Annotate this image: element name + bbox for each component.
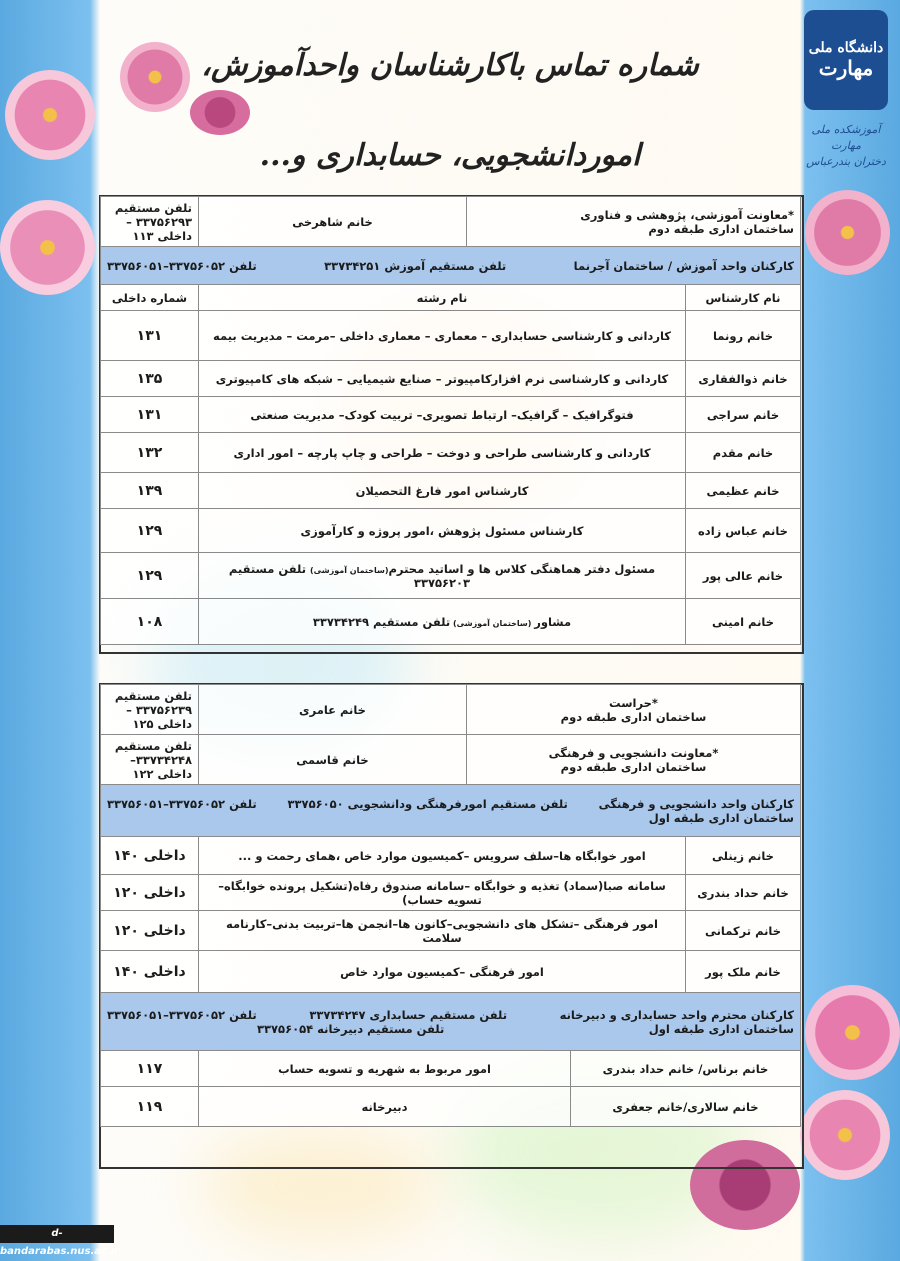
extension-number: ۱۳۲ — [101, 433, 199, 473]
student-staff-label: کارکنان واحد دانشجویی و فرهنگی — [598, 796, 794, 811]
expert-name: خانم سراجی — [686, 397, 801, 433]
field-note: (ساختمان آموزشی) — [310, 565, 389, 575]
accounting-phones: تلفن ۳۳۷۵۶۰۵۲–۳۳۷۵۶۰۵۱ — [107, 1007, 257, 1022]
duty-description: امور فرهنگی –کمیسیون موارد خاص — [199, 951, 686, 993]
security-unit-name: *حراست — [609, 695, 658, 710]
duty-description: امور فرهنگی –تشکل های دانشجویی–کانون ها–انجمن ها–تربیت بدنی–کارنامه سلامت — [199, 911, 686, 951]
extension-number: ۱۳۵ — [101, 361, 199, 397]
flower-decoration — [805, 190, 890, 275]
field-text: مشاور — [534, 614, 572, 629]
accounting-staff-label: کارکنان محترم واحد حسابداری و دبیرخانه — [559, 1007, 794, 1022]
page-title-line1: شماره تماس باکارشناسان واحدآموزش، — [201, 48, 699, 83]
duty-description: امور خوابگاه ها–سلف سرویس –کمیسیون موارد خاص ،همای رحمت و ... — [199, 837, 686, 875]
extension-number: داخلی ۱۲۰ — [101, 911, 199, 951]
accounting-location: ساختمان اداری طبقه اول — [648, 1021, 794, 1036]
field-tail: تلفن مستقیم ۳۳۷۵۶۲۰۳ — [228, 561, 471, 590]
student-staff-location: ساختمان اداری طبقه اول — [648, 810, 794, 825]
student-deputy-person: خانم قاسمی — [199, 735, 467, 785]
table-row — [101, 599, 801, 645]
field-text: مسئول دفتر هماهنگی کلاس ها و اساتید محترم — [388, 561, 656, 576]
table-row — [101, 509, 801, 553]
flower-decoration — [0, 200, 95, 295]
university-logo — [804, 10, 888, 110]
flower-decoration — [5, 70, 95, 160]
field-names: کاردانی و کارشناسی طراحی و دوخت – طراحی و چاپ پارچه – امور اداری — [199, 433, 686, 473]
expert-name: خانم مقدم — [686, 433, 801, 473]
extension-number: داخلی ۱۴۰ — [101, 951, 199, 993]
table-row — [101, 553, 801, 599]
student-staff-header — [101, 785, 801, 837]
deputy-unit-name: *معاونت آموزشی، پژوهشی و فناوری — [580, 207, 794, 222]
table-row — [101, 1087, 801, 1127]
field-names: کاردانی و کارشناسی حسابداری – معماری – معماری داخلی –مرمت – مدیریت بیمه — [199, 311, 686, 361]
deputy-phone: تلفن مستقیم ۳۳۷۵۶۲۹۳ –داخلی ۱۱۳ — [101, 197, 199, 247]
extension-number: ۱۲۹ — [101, 509, 199, 553]
accounting-staff-header — [101, 993, 801, 1051]
student-deputy-phone: تلفن مستقیم ۳۳۷۳۴۲۴۸–داخلی ۱۲۲ — [101, 735, 199, 785]
flower-decoration — [690, 1140, 800, 1230]
security-person: خانم عامری — [199, 685, 467, 735]
table-row — [101, 951, 801, 993]
flower-decoration — [120, 42, 190, 112]
deputy-person: خانم شاهرخی — [199, 197, 467, 247]
table-row — [101, 397, 801, 433]
student-deputy-unit-location: ساختمان اداری طبقه دوم — [560, 759, 707, 774]
page-title-line2: اموردانشجویی، حسابداری و... — [259, 138, 641, 173]
logo-text-bottom: مهارت — [818, 56, 874, 80]
education-staff-header — [101, 247, 801, 285]
expert-name: خانم ذوالفقاری — [686, 361, 801, 397]
field-names: کارشناس امور فارغ التحصیلان — [199, 473, 686, 509]
deputy-unit-location: ساختمان اداری طبقه دوم — [648, 221, 794, 236]
table-row — [101, 361, 801, 397]
expert-name: خانم رونما — [686, 311, 801, 361]
field-names: فتوگرافیک – گرافیک– ارتباط تصویری– تربیت کودک– مدیریت صنعتی — [199, 397, 686, 433]
table-row — [101, 1051, 801, 1087]
field-note: (ساختمان آموزشی) — [450, 618, 535, 628]
table-row — [101, 837, 801, 875]
security-unit-location: ساختمان اداری طبقه دوم — [560, 709, 707, 724]
col-header-expert: نام کارشناس — [686, 285, 801, 311]
security-unit-cell — [467, 685, 801, 735]
table-row — [101, 311, 801, 361]
deputy-unit-cell — [467, 197, 801, 247]
website-url[interactable]: d-bandarabas.nus.ac.ir — [0, 1225, 114, 1243]
expert-name: خانم عظیمی — [686, 473, 801, 509]
field-tail: تلفن مستقیم ۳۳۷۳۴۲۴۹ — [312, 614, 451, 629]
security-row — [101, 685, 801, 735]
table-row — [101, 911, 801, 951]
deputy-row — [101, 197, 801, 247]
student-phones: تلفن ۳۳۷۵۶۰۵۲–۳۳۷۵۶۰۵۱ — [107, 796, 257, 811]
extension-number: ۱۱۷ — [101, 1051, 199, 1087]
extension-number: داخلی ۱۲۰ — [101, 875, 199, 911]
student-direct-phone: تلفن مستقیم امورفرهنگی ودانشجویی ۳۳۷۵۶۰۵۰ — [287, 796, 568, 811]
table-row — [101, 473, 801, 509]
flower-decoration — [800, 1090, 890, 1180]
college-name-line1: آموزشکده ملی مهارت — [811, 123, 881, 152]
extension-number: ۱۰۸ — [101, 599, 199, 645]
education-contacts-table — [100, 196, 801, 645]
extension-number: ۱۱۹ — [101, 1087, 199, 1127]
college-name — [798, 122, 894, 170]
column-headers — [101, 285, 801, 311]
expert-name: خانم ترکمانی — [686, 911, 801, 951]
expert-name: خانم برناس/ خانم حداد بندری — [571, 1051, 801, 1087]
student-deputy-unit-cell — [467, 735, 801, 785]
duty-description: سامانه صبا(سماد) تغذیه و خوابگاه –سامانه صندوق رفاه(تشکیل پرونده خوابگاه–تسویه حساب) — [199, 875, 686, 911]
expert-name: خانم حداد بندری — [686, 875, 801, 911]
extension-number: ۱۳۱ — [101, 311, 199, 361]
college-name-line2: دختران بندرعباس — [806, 155, 886, 168]
watercolor-wash — [200, 1130, 440, 1240]
extension-number: ۱۲۹ — [101, 553, 199, 599]
field-names — [199, 553, 686, 599]
expert-name: خانم سالاری/خانم جعفری — [571, 1087, 801, 1127]
logo-text-top: دانشگاه ملی — [808, 40, 884, 56]
flower-decoration — [805, 985, 900, 1080]
expert-name: خانم امینی — [686, 599, 801, 645]
extension-number: ۱۳۱ — [101, 397, 199, 433]
education-staff-label: کارکنان واحد آموزش / ساختمان آجرنما — [573, 258, 794, 273]
student-deputy-row — [101, 735, 801, 785]
extension-number: ۱۳۹ — [101, 473, 199, 509]
extension-number: داخلی ۱۴۰ — [101, 837, 199, 875]
expert-name: خانم ملک پور — [686, 951, 801, 993]
table-row — [101, 875, 801, 911]
accounting-direct-phone: تلفن مستقیم حسابداری ۳۳۷۳۴۲۴۷ — [309, 1007, 508, 1022]
duty-description: امور مربوط به شهریه و تسویه حساب — [199, 1051, 571, 1087]
student-affairs-table — [100, 684, 801, 1127]
col-header-field: نام رشته — [199, 285, 686, 311]
security-phone: تلفن مستقیم ۳۳۷۵۶۲۳۹ –داخلی ۱۲۵ — [101, 685, 199, 735]
field-names — [199, 599, 686, 645]
table-row — [101, 433, 801, 473]
secretariat-phone: تلفن مستقیم دبیرخانه ۳۳۷۵۶۰۵۴ — [257, 1021, 445, 1036]
expert-name: خانم زینلی — [686, 837, 801, 875]
education-phones: تلفن ۳۳۷۵۶۰۵۲–۳۳۷۵۶۰۵۱ — [107, 258, 257, 273]
field-names: کارشناس مسئول پژوهش ،امور پروژه و کارآموزی — [199, 509, 686, 553]
duty-description: دبیرخانه — [199, 1087, 571, 1127]
student-deputy-unit-name: *معاونت دانشجویی و فرهنگی — [548, 745, 719, 760]
expert-name: خانم عالی پور — [686, 553, 801, 599]
field-names: کاردانی و کارشناسی نرم افزارکامپیوتر – صنایع شیمیایی – شبکه های کامپیوتری — [199, 361, 686, 397]
flower-decoration — [190, 90, 250, 135]
expert-name: خانم عباس زاده — [686, 509, 801, 553]
education-direct-phone: تلفن مستقیم آموزش ۳۳۷۳۴۲۵۱ — [324, 258, 507, 273]
col-header-ext: شماره داخلی — [101, 285, 199, 311]
